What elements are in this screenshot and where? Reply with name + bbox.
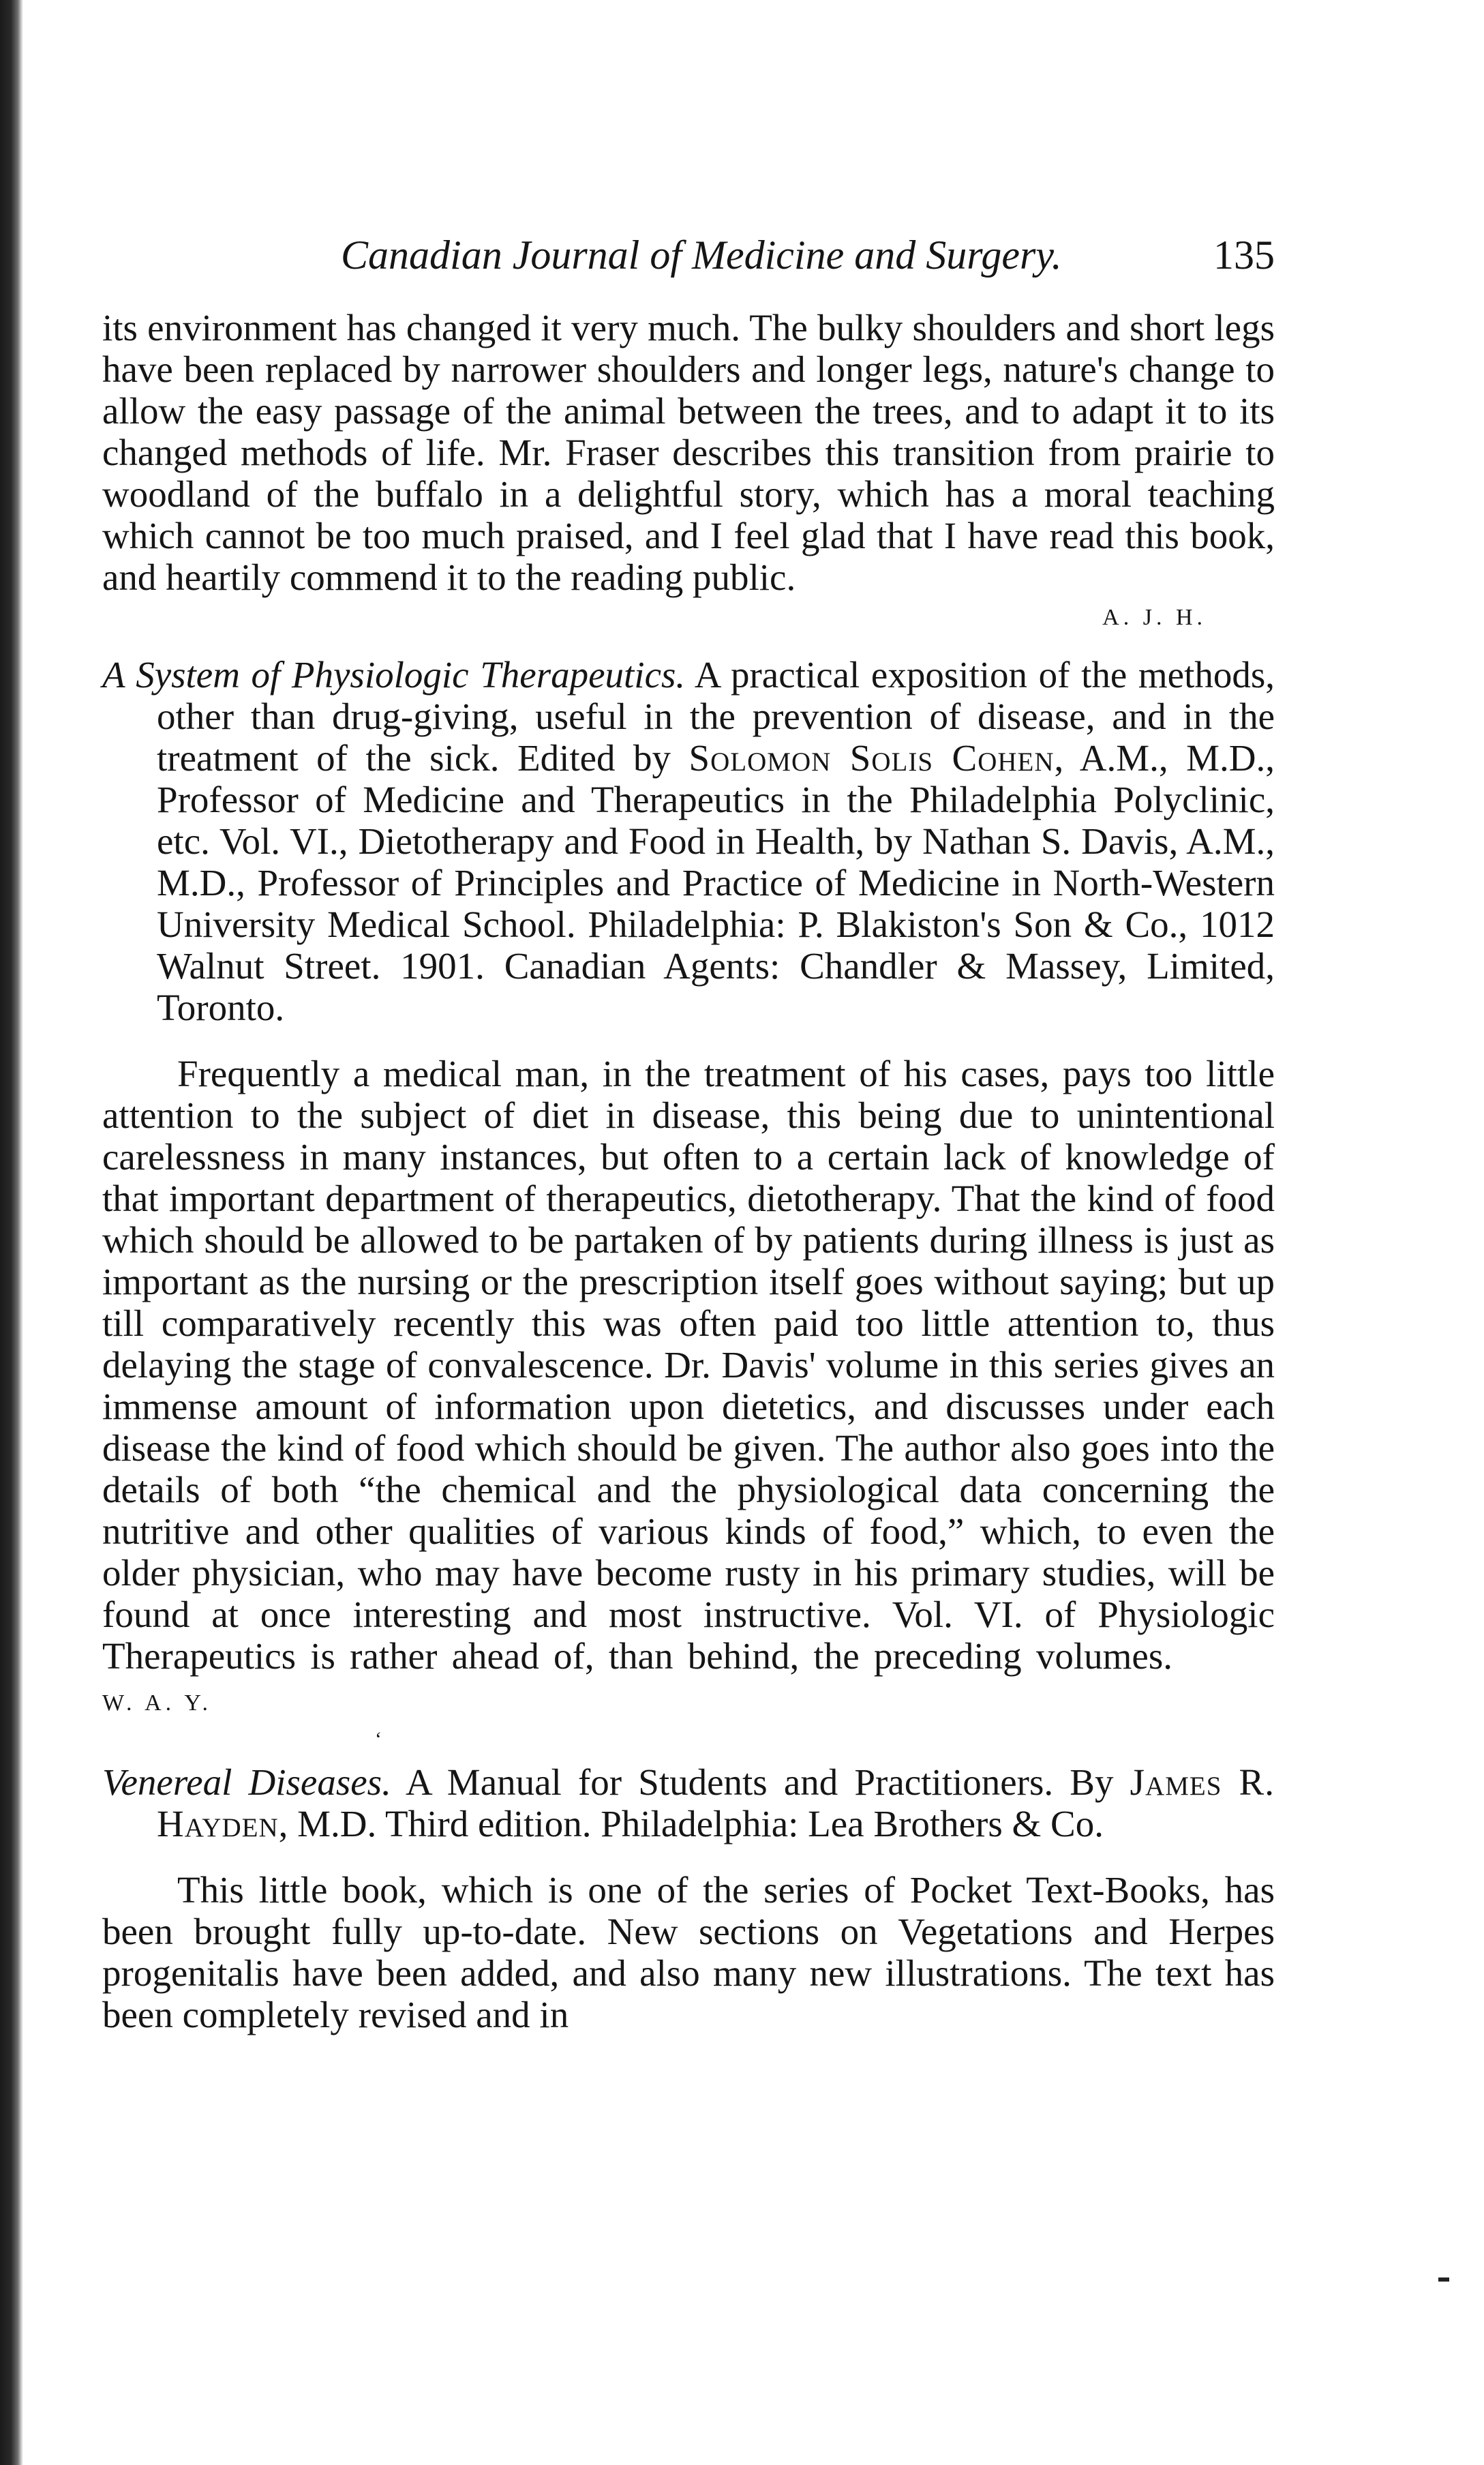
- journal-page: [102, 218, 1275, 2035]
- review-pocket-textbook: This little book, which is one of the series of Pocket Text-Books, has been brought fully up-to-date. New sections on Vegetations and Herpes progenitalis have been added, and also many new illustrations. The text has been completely revised and in: [102, 1869, 1275, 2035]
- page-number: 135: [1213, 233, 1275, 278]
- running-title: Canadian Journal of Medicine and Surgery.: [341, 233, 1062, 278]
- reviewer-signature-way: W. A. Y.: [102, 1690, 213, 1716]
- book-description-venereal-part2: , M.D. Third edition. Philadelphia: Lea Brothers & Co.: [278, 1803, 1104, 1844]
- book-entry-venereal-diseases: [102, 1761, 1275, 1844]
- book-description-part1: A practical exposition of the methods, other than drug-giving, useful in the prevention of disease, and in the treatment of the sick. Edited by: [157, 654, 1275, 779]
- review-dietotherapy-text: Frequently a medical man, in the treatment of his cases, pays too little attention to the subject of diet in disease, this being due to unintentional carelessness in many instances, but often to a certain lack of knowledge of that important department of therapeutics, dietotherapy. That the kind of food which should be allowed to be partaken of by patients during illness is just as important as the nursing or the prescription itself goes without saying; but up till comparatively recently this was often paid too little attention to, thus delaying the stage of convalescence. Dr. Davis' volume in this series gives an immense amount of information upon dietetics, and discusses under each disease the kind of food which should be given. The author also goes into the details of both “the chemical and the physiological data concerning the nutritive and other qualities of various kinds of food,” which, to even the older physician, who may have become rusty in his primary studies, will be found at once interesting and most instructive. Vol. VI. of Physiologic Therapeutics is rather ahead of, than behind, the preceding volumes.: [102, 1053, 1275, 1677]
- reviewer-signature-ajh: A. J. H.: [1102, 605, 1207, 630]
- review-buffalo-conclusion: its environment has changed it very much. The bulky shoulders and short legs have been replaced by narrower shoulders and longer legs, nature's change to allow the easy passage of the animal between the trees, and to adapt it to its changed methods of life. Mr. Fraser describes this transition from prairie to woodland of the buffalo in a delightful story, which has a moral teaching which cannot be too much praised, and I feel glad that I have read this book, and heartily commend it to the reading public.: [102, 307, 1275, 598]
- book-title-venereal-diseases: Venereal Diseases.: [102, 1761, 391, 1803]
- book-description-part2: , A.M., M.D., Professor of Medicine and Therapeutics in the Philadelphia Polyclinic, etc. Vol. VI., Dietotherapy and Food in Health, by Nathan S. Davis, A.M., M.D., Professor of Principles and Practice of Medicine in North-Western University Medical School. Philadelphia: P. Blakiston's Son & Co., 1012 Walnut Street. 1901. Canadian Agents: Chandler & Massey, Limited, Toronto.: [157, 737, 1275, 1028]
- book-description-venereal-part1: A Manual for Students and Practitioners. By: [391, 1761, 1130, 1803]
- review-dietotherapy: [102, 1053, 1275, 1724]
- stray-print-mark: ʻ: [375, 1728, 382, 1750]
- page-spine-shadow: [0, 0, 23, 2465]
- running-header: [102, 218, 1275, 300]
- editor-name: Solomon Solis Cohen: [688, 737, 1055, 779]
- author-name: James R. Hayden: [157, 1761, 1275, 1844]
- book-entry-physiologic-therapeutics: [102, 654, 1275, 1028]
- margin-ink-mark: [1438, 2277, 1449, 2282]
- book-title-physiologic-therapeutics: A System of Physiologic Therapeutics.: [102, 654, 686, 696]
